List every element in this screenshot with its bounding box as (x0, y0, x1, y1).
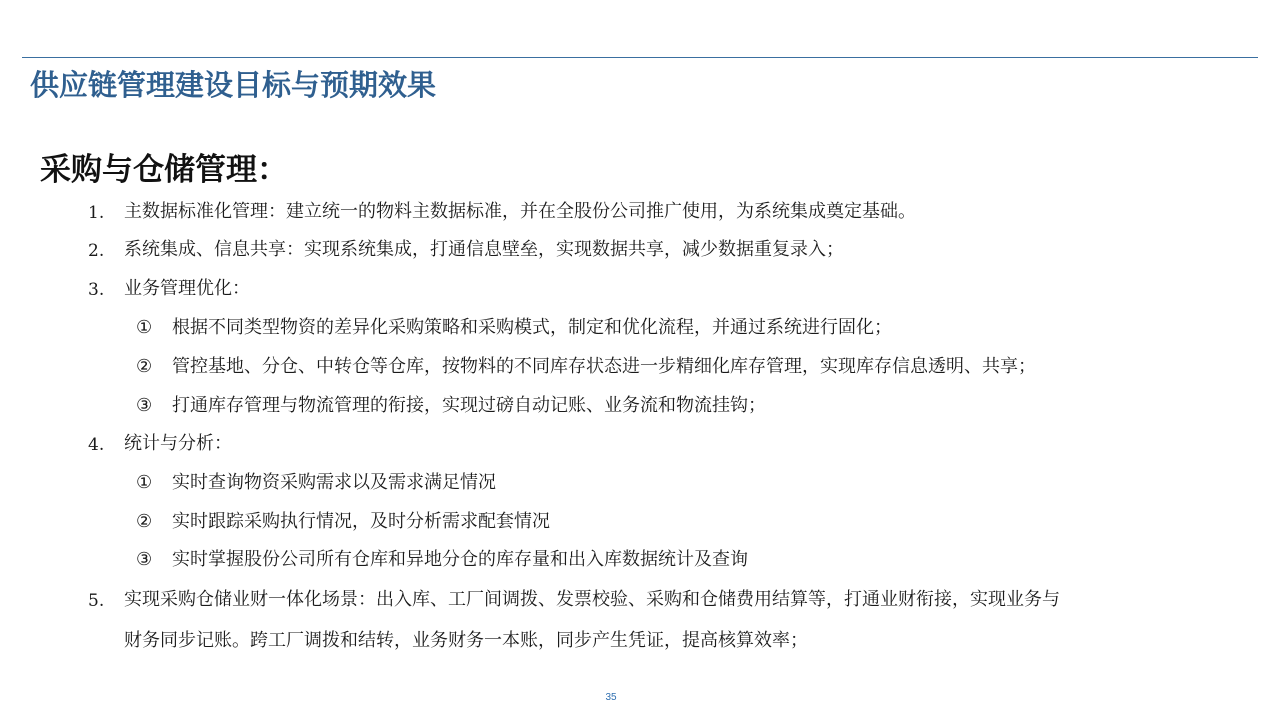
sub-item-text: 实时掌握股份公司所有仓库和异地分仓的库存量和出入库数据统计及查询 (172, 549, 748, 570)
sub-item-marker: ② (136, 356, 153, 377)
list-item-number: 4. (88, 435, 105, 455)
sub-item-text: 实时跟踪采购执行情况，及时分析需求配套情况 (172, 511, 550, 532)
list-item-text: 统计与分析： (124, 433, 232, 454)
list-item-continuation: 财务同步记账。跨工厂调拨和结转，业务财务一本账，同步产生凭证，提高核算效率； (124, 630, 808, 651)
slide-title: 供应链管理建设目标与预期效果 (30, 68, 437, 102)
sub-item-marker: ③ (136, 395, 153, 416)
list-item-number: 5. (88, 591, 105, 611)
list-item-number: 1. (88, 203, 105, 223)
list-item-text: 主数据标准化管理：建立统一的物料主数据标准，并在全股份公司推广使用，为系统集成奠定基础。 (124, 201, 916, 222)
list-item-number: 2. (88, 241, 105, 261)
list-item-text: 系统集成、信息共享：实现系统集成，打通信息壁垒，实现数据共享，减少数据重复录入； (124, 239, 844, 260)
sub-item-marker: ② (136, 511, 153, 532)
sub-item-text: 打通库存管理与物流管理的衔接，实现过磅自动记账、业务流和物流挂钩； (172, 395, 766, 416)
sub-item-marker: ③ (136, 549, 153, 570)
sub-item-marker: ① (136, 317, 153, 338)
sub-item-marker: ① (136, 472, 153, 493)
sub-item-text: 根据不同类型物资的差异化采购策略和采购模式，制定和优化流程，并通过系统进行固化； (172, 317, 892, 338)
list-item-text: 业务管理优化： (124, 278, 250, 299)
sub-item-text: 实时查询物资采购需求以及需求满足情况 (172, 472, 496, 493)
list-item-text: 实现采购仓储业财一体化场景：出入库、工厂间调拨、发票校验、采购和仓储费用结算等，打通业财衔接，实现业务与 (124, 589, 1060, 610)
sub-item-text: 管控基地、分仓、中转仓等仓库，按物料的不同库存状态进一步精细化库存管理，实现库存信息透明、共享； (172, 356, 1036, 377)
page-number: 35 (605, 692, 617, 703)
list-item-number: 3. (88, 280, 105, 300)
section-heading: 采购与仓储管理： (40, 152, 288, 188)
